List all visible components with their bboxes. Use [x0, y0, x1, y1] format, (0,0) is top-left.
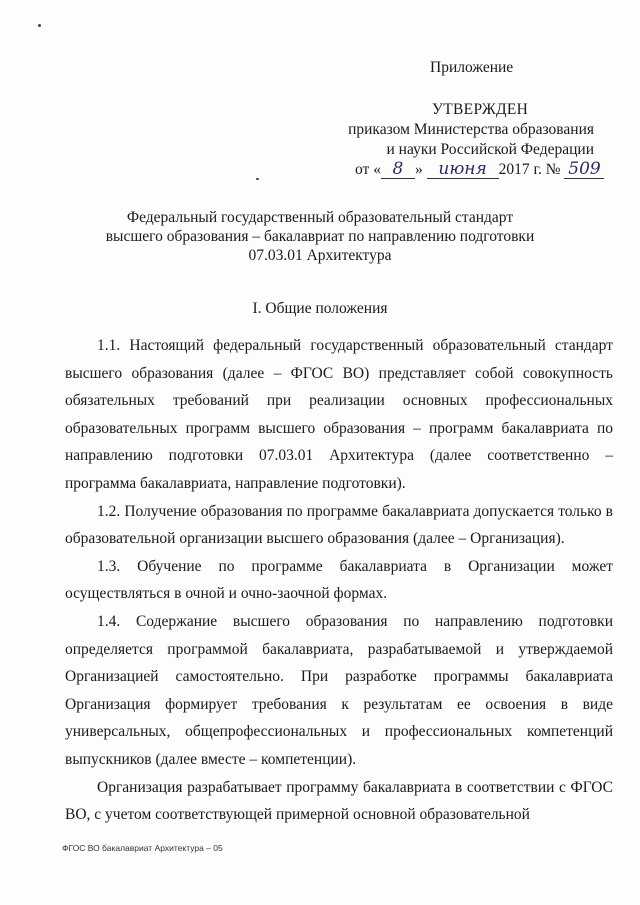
year-text: 2017 г. № — [498, 161, 561, 178]
appendix-label: Приложение — [430, 59, 514, 76]
page-footer: ФГОС ВО бакалавриат Архитектура – 05 — [62, 843, 223, 853]
paragraph-continuation: Организация разрабатывает программу бакалавриата в соответствии с ФГОС ВО, с учетом соответствующей примерной основной образовательной — [65, 778, 613, 824]
standard-title-line: 07.03.01 Архитектура — [248, 247, 392, 264]
approval-order-line: приказом Министерства образования — [348, 121, 594, 138]
date-mid: » — [414, 161, 423, 178]
handwritten-order-number: 509 — [564, 161, 604, 179]
date-prefix: от « — [355, 161, 381, 178]
standard-title — [90, 208, 550, 265]
handwritten-month: июня — [427, 161, 499, 179]
standard-title-line: Федеральный государственный образовательный стандарт — [126, 209, 514, 226]
approval-date-line — [340, 160, 600, 180]
body-text — [65, 332, 613, 829]
approval-ministry-line: и науки Российской Федерации — [386, 141, 594, 158]
standard-title-line: высшего образования – бакалавриат по направлению подготовки — [105, 228, 535, 245]
scan-speck — [38, 24, 41, 27]
paragraph-1-4: 1.4. Содержание высшего образования по направлению подготовки определяется программой бакалавриата, разрабатываемой и утверждаемой Организацией самостоятельно. При разработке программы бакалавриата Организация формирует требования к результатам ее освоения в виде универсальных, общепрофессиональных и профессиональных компетенций выпускников (далее вместе – компетенции). — [65, 612, 613, 768]
paragraph-1-1: 1.1. Настоящий федеральный государственный образовательный стандарт высшего образования (далее – ФГОС ВО) представляет собой совокупность обязательных требований при реализации основных профессиональных образовательных программ высшего образования – программ бакалавриата по направлению подготовки 07.03.01 Архитектура (далее соответственно – программа бакалавриата, направление подготовки). — [65, 337, 613, 492]
approval-block — [340, 58, 600, 180]
paragraph-1-3: 1.3. Обучение по программе бакалавриата в Организации может осуществляться в очной и очно-заочной формах. — [65, 557, 613, 603]
section-heading: I. Общие положения — [252, 300, 388, 317]
scan-speck — [256, 178, 259, 180]
handwritten-day: 8 — [381, 161, 415, 179]
approved-heading: УТВЕРЖДЕН — [432, 101, 529, 118]
paragraph-1-2: 1.2. Получение образования по программе бакалавриата допускается только в образовательной организации высшего образования (далее – Организация). — [65, 502, 613, 548]
